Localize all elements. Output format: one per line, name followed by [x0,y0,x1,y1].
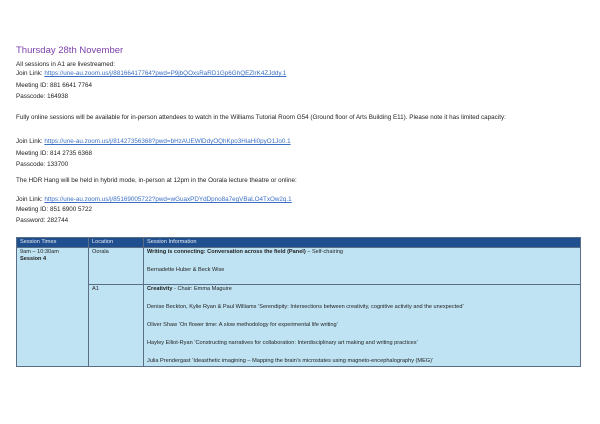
session-number: Session 4 [20,256,47,262]
location-cell: A1 [89,285,144,367]
talk-item: Denise Beckton, Kylie Ryan & Paul Williams ‘Serendipity: Intersections between creativity, cognitive activity and the unexpected’ [147,304,464,310]
online-join-line [16,138,291,146]
hdr-meeting-id: Meeting ID: 851 6900 5722 [16,206,92,213]
session-time-cell [17,248,89,367]
livestream-join-link[interactable]: https://une-au.zoom.us/j/88166417764?pwd=P9jbQOxsRaRD1Gp6GhQEZlrK4ZJddy.1 [44,70,287,77]
session-title: Writing is connecting: Conversation across the field (Panel) – Self-chairing [147,249,344,255]
table-header-row [17,238,581,248]
session-time: 9am – 10:30am [20,249,59,255]
header-location: Location [89,238,144,248]
livestream-intro: All sessions in A1 are livestreamed: [16,61,116,68]
online-intro: Fully online sessions will be available for in-person attendees to watch in the Williams Tutorial Room G54 (Ground floor of Arts Building E11). Please note it has limited capacity: [16,114,506,121]
hdr-intro: The HDR Hang will be held in hybrid mode, in-person at 12pm in the Oorala lecture theatre or online: [16,177,297,184]
session-title: Creativity - Chair: Emma Maguire [147,286,232,292]
header-session-information: Session Information [144,238,581,248]
talk-item: Hayley Elliot-Ryan ‘Constructing narratives for collaboration: Interdisciplinary art making and writing practices’ [147,340,418,346]
table-row [17,285,581,367]
talk-item: Julia Prendergast ‘Ideasthetic imagining – Mapping the brain’s microstates using magneto-encephalography (MEG)’ [147,358,434,364]
online-meeting-id: Meeting ID: 814 2735 6368 [16,150,92,157]
session-info-cell [144,285,581,367]
livestream-join-line [16,70,286,78]
panel-names: Bernadette Huber & Beck Wise [147,267,225,273]
header-session-times: Session Times [17,238,89,248]
livestream-meeting-id: Meeting ID: 881 6641 7764 [16,82,92,89]
hdr-join-line [16,196,292,204]
schedule-table [16,237,581,367]
location-cell: Oorala [89,248,144,285]
join-label: Join Link: [16,196,45,203]
hdr-password: Password: 282744 [16,217,69,224]
online-join-link[interactable]: https://une-au.zoom.us/j/81427356368?pwd=bHzAUEWlDdyOQhKpo3HiaHi0pyO1Jo0.1 [44,138,291,145]
hdr-join-link[interactable]: https://une-au.zoom.us/j/85169005722?pwd=wGuaxPDYdDpno8a7egVBaLO4TxOw2q.1 [44,196,292,203]
session-info-cell [144,248,581,285]
table-row [17,248,581,285]
livestream-passcode: Passcode: 164938 [16,93,69,100]
online-passcode: Passcode: 133700 [16,161,69,168]
join-label: Join Link: [16,70,45,77]
page-title: Thursday 28th November [16,45,124,56]
join-label: Join Link: [16,138,45,145]
talk-item: Oliver Shaw ‘On flower time: A slow methodology for experimental life writing’ [147,322,338,328]
